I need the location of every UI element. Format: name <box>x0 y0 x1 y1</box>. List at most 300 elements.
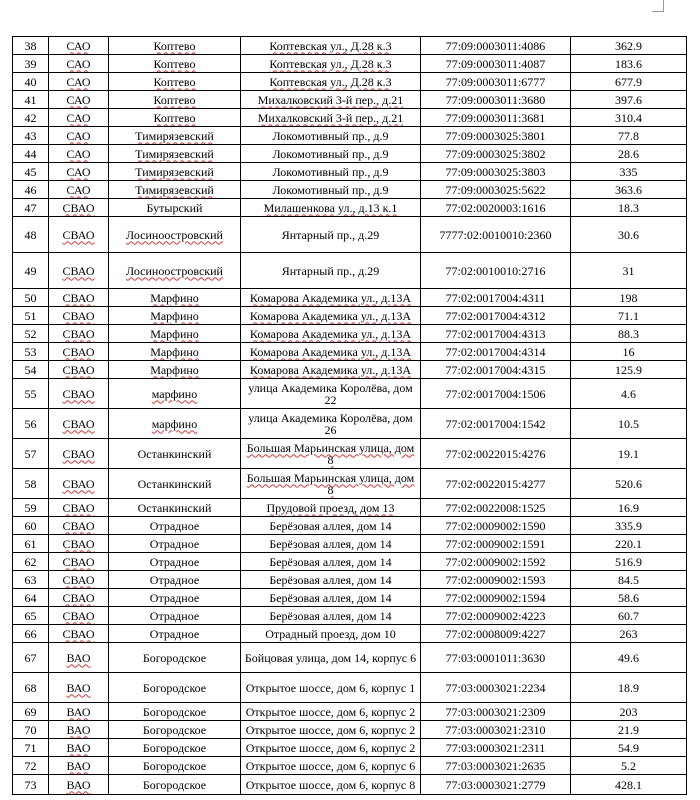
row-number-cell <box>13 361 49 379</box>
okrug-cell <box>49 325 109 343</box>
table-row <box>13 379 687 409</box>
table-row <box>13 163 687 181</box>
area-text: 16 <box>622 344 635 359</box>
address-cell <box>241 37 421 55</box>
area-cell <box>571 607 687 625</box>
okrug-text: САО <box>66 164 91 179</box>
row-number-cell <box>13 739 49 757</box>
area-cell <box>571 73 687 91</box>
row-number-cell <box>13 409 49 439</box>
district-cell <box>109 91 241 109</box>
table-row <box>13 571 687 589</box>
okrug-cell <box>49 145 109 163</box>
row-number-cell <box>13 73 49 91</box>
row-number-cell <box>13 307 49 325</box>
district-text: Лосиноостровский <box>126 227 223 242</box>
district-cell <box>109 307 241 325</box>
address-cell <box>241 517 421 535</box>
district-cell <box>109 37 241 55</box>
address-cell <box>241 775 421 795</box>
district-cell <box>109 739 241 757</box>
cadastral-number-cell <box>421 607 571 625</box>
area-cell <box>571 703 687 721</box>
address-cell <box>241 109 421 127</box>
okrug-text: САО <box>66 182 91 197</box>
row-number-text: 52 <box>24 326 37 341</box>
district-text: Тимирязевский <box>135 128 214 143</box>
row-number-text: 46 <box>24 182 37 197</box>
okrug-cell <box>49 739 109 757</box>
cadastral-number-cell <box>421 91 571 109</box>
okrug-cell <box>49 181 109 199</box>
table-row <box>13 499 687 517</box>
okrug-cell <box>49 307 109 325</box>
okrug-text: СВАО <box>62 290 95 305</box>
cadastral-number-cell <box>421 73 571 91</box>
okrug-text: СВАО <box>62 326 95 341</box>
area-text: 183.6 <box>615 56 642 71</box>
row-number-cell <box>13 553 49 571</box>
row-number-cell <box>13 91 49 109</box>
district-cell <box>109 73 241 91</box>
okrug-text: САО <box>66 74 91 89</box>
table-row <box>13 703 687 721</box>
area-cell <box>571 145 687 163</box>
row-number-text: 50 <box>24 290 37 305</box>
area-cell <box>571 673 687 703</box>
address-text: Открытое шоссе, дом 6, корпус 2 <box>245 722 416 737</box>
okrug-cell <box>49 109 109 127</box>
row-number-text: 49 <box>24 263 37 278</box>
row-number-text: 42 <box>24 110 37 125</box>
area-text: 10.5 <box>618 416 639 431</box>
okrug-text: СВАО <box>62 362 95 377</box>
district-cell <box>109 721 241 739</box>
cadastral-number-text: 77:02:0017004:4312 <box>445 308 546 323</box>
okrug-text: СВАО <box>62 554 95 569</box>
area-cell <box>571 553 687 571</box>
table-row <box>13 253 687 289</box>
row-number-text: 56 <box>24 416 37 431</box>
okrug-cell <box>49 379 109 409</box>
table-row <box>13 553 687 571</box>
address-text: Открытое шоссе, дом 6, корпус 6 <box>245 758 416 773</box>
area-text: 5.2 <box>621 758 636 773</box>
row-number-text: 72 <box>24 758 37 773</box>
row-number-text: 73 <box>24 777 37 792</box>
table-row <box>13 109 687 127</box>
row-number-cell <box>13 757 49 775</box>
address-cell <box>241 625 421 643</box>
cadastral-number-cell <box>421 721 571 739</box>
area-cell <box>571 409 687 439</box>
address-text: улица Академика Королёва, дом 26 <box>248 410 413 437</box>
address-text: Комарова Академика ул., д.13А <box>249 344 412 359</box>
district-cell <box>109 253 241 289</box>
district-cell <box>109 571 241 589</box>
district-cell <box>109 517 241 535</box>
area-cell <box>571 199 687 217</box>
address-text: Локомотивный пр., д.9 <box>272 128 389 143</box>
area-cell <box>571 163 687 181</box>
okrug-text: СВАО <box>62 386 95 401</box>
table-body <box>13 37 687 795</box>
district-cell <box>109 289 241 307</box>
page-corner-mark <box>652 0 664 12</box>
cadastral-number-cell <box>421 469 571 499</box>
address-text: Открытое шоссе, дом 6, корпус 1 <box>245 680 416 695</box>
cadastral-number-text: 77:03:0003021:2311 <box>445 740 546 755</box>
address-text: Бойцовая улица, дом 14, корпус 6 <box>244 650 417 665</box>
area-text: 4.6 <box>621 386 636 401</box>
okrug-cell <box>49 439 109 469</box>
row-number-text: 43 <box>24 128 37 143</box>
district-cell <box>109 181 241 199</box>
okrug-cell <box>49 571 109 589</box>
okrug-cell <box>49 625 109 643</box>
row-number-text: 71 <box>24 740 37 755</box>
okrug-cell <box>49 37 109 55</box>
okrug-text: СВАО <box>62 416 95 431</box>
district-text: Богородское <box>142 704 207 719</box>
okrug-text: СВАО <box>62 590 95 605</box>
district-cell <box>109 775 241 795</box>
district-text: Богородское <box>142 680 207 695</box>
cadastral-number-cell <box>421 739 571 757</box>
okrug-text: САО <box>66 38 91 53</box>
address-cell <box>241 73 421 91</box>
area-text: 60.7 <box>618 608 639 623</box>
district-cell <box>109 409 241 439</box>
okrug-cell <box>49 499 109 517</box>
address-cell <box>241 307 421 325</box>
cadastral-number-cell <box>421 703 571 721</box>
table-row <box>13 439 687 469</box>
row-number-cell <box>13 253 49 289</box>
address-cell <box>241 379 421 409</box>
row-number-cell <box>13 379 49 409</box>
address-text: Коптевская ул., Д.28 к.3 <box>269 74 392 89</box>
address-text: Комарова Академика ул., д.13А <box>249 362 412 377</box>
cadastral-number-text: 7777:02:0010010:2360 <box>439 227 552 242</box>
cadastral-number-text: 77:02:0022015:4277 <box>445 476 546 491</box>
okrug-text: ВАО <box>66 722 91 737</box>
cadastral-number-text: 77:03:0003021:2779 <box>445 777 546 792</box>
cadastral-number-text: 77:09:0003011:4086 <box>445 38 546 53</box>
address-cell <box>241 199 421 217</box>
row-number-text: 60 <box>24 518 37 533</box>
cadastral-number-cell <box>421 217 571 253</box>
cadastral-number-cell <box>421 517 571 535</box>
okrug-text: СВАО <box>62 518 95 533</box>
okrug-cell <box>49 757 109 775</box>
address-text: Берёзовая аллея, дом 14 <box>269 518 392 533</box>
okrug-text: СВАО <box>62 344 95 359</box>
address-cell <box>241 673 421 703</box>
address-cell <box>241 439 421 469</box>
row-number-text: 47 <box>24 200 37 215</box>
row-number-text: 65 <box>24 608 37 623</box>
address-cell <box>241 289 421 307</box>
address-cell <box>241 739 421 757</box>
property-table <box>12 36 687 795</box>
row-number-text: 63 <box>24 572 37 587</box>
district-text: Богородское <box>142 650 207 665</box>
table-row <box>13 409 687 439</box>
area-text: 520.6 <box>615 476 642 491</box>
district-cell <box>109 145 241 163</box>
area-cell <box>571 307 687 325</box>
cadastral-number-text: 77:02:0009002:1592 <box>445 554 546 569</box>
cadastral-number-cell <box>421 535 571 553</box>
district-cell <box>109 625 241 643</box>
address-cell <box>241 499 421 517</box>
area-text: 220.1 <box>615 536 642 551</box>
row-number-text: 57 <box>24 446 37 461</box>
row-number-cell <box>13 607 49 625</box>
address-text: Большая Марьинская улица, дом 8 <box>246 470 415 497</box>
row-number-cell <box>13 439 49 469</box>
area-cell <box>571 571 687 589</box>
address-cell <box>241 181 421 199</box>
okrug-cell <box>49 127 109 145</box>
cadastral-number-cell <box>421 181 571 199</box>
cadastral-number-text: 77:09:0003011:6777 <box>445 74 546 89</box>
cadastral-number-cell <box>421 163 571 181</box>
table-row <box>13 721 687 739</box>
table-row <box>13 607 687 625</box>
address-text: Берёзовая аллея, дом 14 <box>269 536 392 551</box>
address-cell <box>241 409 421 439</box>
area-text: 263 <box>619 626 638 641</box>
table-row <box>13 181 687 199</box>
okrug-cell <box>49 289 109 307</box>
row-number-text: 61 <box>24 536 37 551</box>
area-text: 335.9 <box>615 518 642 533</box>
okrug-cell <box>49 409 109 439</box>
area-cell <box>571 253 687 289</box>
table-row <box>13 775 687 795</box>
cadastral-number-cell <box>421 379 571 409</box>
table-row <box>13 145 687 163</box>
row-number-text: 45 <box>24 164 37 179</box>
address-cell <box>241 55 421 73</box>
cadastral-number-text: 77:02:0017004:4315 <box>445 362 546 377</box>
row-number-text: 38 <box>24 38 37 53</box>
area-text: 31 <box>622 263 635 278</box>
district-text: Марфино <box>150 290 199 305</box>
row-number-text: 58 <box>24 476 37 491</box>
area-text: 84.5 <box>618 572 639 587</box>
cadastral-number-cell <box>421 55 571 73</box>
district-text: Марфино <box>150 362 199 377</box>
cadastral-number-cell <box>421 289 571 307</box>
address-text: Открытое шоссе, дом 6, корпус 2 <box>245 740 416 755</box>
district-cell <box>109 109 241 127</box>
row-number-text: 62 <box>24 554 37 569</box>
cadastral-number-cell <box>421 589 571 607</box>
area-text: 30.6 <box>618 227 639 242</box>
row-number-text: 64 <box>24 590 37 605</box>
area-cell <box>571 289 687 307</box>
cadastral-number-cell <box>421 361 571 379</box>
cadastral-number-text: 77:03:0003021:2234 <box>445 680 546 695</box>
district-text: Отрадное <box>149 572 200 587</box>
okrug-cell <box>49 553 109 571</box>
address-text: Янтарный пр., д.29 <box>281 227 380 242</box>
row-number-cell <box>13 343 49 361</box>
address-cell <box>241 589 421 607</box>
district-text: Коптево <box>153 74 196 89</box>
cadastral-number-cell <box>421 145 571 163</box>
okrug-cell <box>49 217 109 253</box>
address-cell <box>241 325 421 343</box>
table-row <box>13 517 687 535</box>
cadastral-number-text: 77:03:0003021:2635 <box>445 758 546 773</box>
okrug-text: САО <box>66 128 91 143</box>
address-cell <box>241 127 421 145</box>
okrug-text: САО <box>66 92 91 107</box>
area-text: 363.6 <box>615 182 642 197</box>
district-text: Останкинский <box>137 446 212 461</box>
okrug-text: СВАО <box>62 476 95 491</box>
address-text: Локомотивный пр., д.9 <box>272 164 389 179</box>
okrug-cell <box>49 673 109 703</box>
district-text: марфино <box>151 416 198 431</box>
area-cell <box>571 379 687 409</box>
cadastral-number-text: 77:09:0003025:5622 <box>445 182 546 197</box>
okrug-text: ВАО <box>66 680 91 695</box>
cadastral-number-cell <box>421 571 571 589</box>
okrug-text: СВАО <box>62 608 95 623</box>
district-text: Тимирязевский <box>135 182 214 197</box>
address-text: Берёзовая аллея, дом 14 <box>269 590 392 605</box>
district-cell <box>109 217 241 253</box>
district-text: Отрадное <box>149 536 200 551</box>
row-number-cell <box>13 571 49 589</box>
okrug-cell <box>49 361 109 379</box>
district-text: Отрадное <box>149 626 200 641</box>
district-text: Богородское <box>142 722 207 737</box>
row-number-cell <box>13 775 49 795</box>
district-text: Коптево <box>153 56 196 71</box>
okrug-text: СВАО <box>62 500 95 515</box>
cadastral-number-cell <box>421 307 571 325</box>
district-cell <box>109 343 241 361</box>
address-text: Локомотивный пр., д.9 <box>272 146 389 161</box>
okrug-text: СВАО <box>62 572 95 587</box>
area-cell <box>571 775 687 795</box>
okrug-text: СВАО <box>62 227 95 242</box>
row-number-cell <box>13 127 49 145</box>
table-row <box>13 643 687 673</box>
cadastral-number-text: 77:02:0022015:4276 <box>445 446 546 461</box>
table-row <box>13 625 687 643</box>
okrug-cell <box>49 91 109 109</box>
row-number-cell <box>13 37 49 55</box>
cadastral-number-text: 77:02:0010010:2716 <box>445 263 546 278</box>
district-text: Коптево <box>153 92 196 107</box>
address-cell <box>241 469 421 499</box>
okrug-cell <box>49 703 109 721</box>
address-cell <box>241 163 421 181</box>
area-text: 49.6 <box>618 650 639 665</box>
cadastral-number-text: 77:03:0003021:2309 <box>445 704 546 719</box>
address-text: Милашенкова ул., д.13 к.1 <box>263 200 398 215</box>
district-text: Коптево <box>153 38 196 53</box>
cadastral-number-text: 77:09:0003025:3801 <box>445 128 546 143</box>
district-text: Отрадное <box>149 590 200 605</box>
address-text: Локомотивный пр., д.9 <box>272 182 389 197</box>
district-text: Тимирязевский <box>135 146 214 161</box>
row-number-cell <box>13 625 49 643</box>
row-number-cell <box>13 55 49 73</box>
area-cell <box>571 499 687 517</box>
table-row <box>13 55 687 73</box>
cadastral-number-cell <box>421 553 571 571</box>
cadastral-number-text: 77:02:0009002:4223 <box>445 608 546 623</box>
area-cell <box>571 739 687 757</box>
cadastral-number-cell <box>421 127 571 145</box>
cadastral-number-text: 77:02:0009002:1590 <box>445 518 546 533</box>
district-text: Богородское <box>142 740 207 755</box>
okrug-text: СВАО <box>62 536 95 551</box>
district-text: Богородское <box>142 758 207 773</box>
address-cell <box>241 91 421 109</box>
cadastral-number-text: 77:02:0008009:4227 <box>445 626 546 641</box>
area-text: 203 <box>619 704 638 719</box>
address-text: Михалковский 3-й пер., д.21 <box>257 92 404 107</box>
area-cell <box>571 55 687 73</box>
okrug-text: ВАО <box>66 758 91 773</box>
address-text: Большая Марьинская улица, дом 8 <box>246 440 415 467</box>
okrug-cell <box>49 55 109 73</box>
district-text: Марфино <box>150 344 199 359</box>
cadastral-number-cell <box>421 643 571 673</box>
district-cell <box>109 553 241 571</box>
cadastral-number-text: 77:09:0003025:3802 <box>445 146 546 161</box>
row-number-cell <box>13 643 49 673</box>
address-text: Берёзовая аллея, дом 14 <box>269 554 392 569</box>
address-cell <box>241 703 421 721</box>
cadastral-number-text: 77:02:0020003:1616 <box>445 200 546 215</box>
area-text: 18.3 <box>618 200 639 215</box>
row-number-cell <box>13 535 49 553</box>
district-cell <box>109 673 241 703</box>
address-text: Комарова Академика ул., д.13А <box>249 326 412 341</box>
row-number-cell <box>13 217 49 253</box>
cadastral-number-text: 77:02:0009002:1594 <box>445 590 546 605</box>
table-row <box>13 589 687 607</box>
okrug-cell <box>49 775 109 795</box>
address-cell <box>241 343 421 361</box>
cadastral-number-cell <box>421 325 571 343</box>
okrug-cell <box>49 589 109 607</box>
address-cell <box>241 607 421 625</box>
area-cell <box>571 109 687 127</box>
okrug-text: СВАО <box>62 446 95 461</box>
district-cell <box>109 325 241 343</box>
table-row <box>13 91 687 109</box>
okrug-text: СВАО <box>62 263 95 278</box>
area-text: 428.1 <box>615 777 642 792</box>
district-cell <box>109 499 241 517</box>
district-cell <box>109 439 241 469</box>
row-number-text: 69 <box>24 704 37 719</box>
table-row <box>13 127 687 145</box>
address-text: Отрадный проезд, дом 10 <box>265 626 396 641</box>
area-text: 21.9 <box>618 722 639 737</box>
